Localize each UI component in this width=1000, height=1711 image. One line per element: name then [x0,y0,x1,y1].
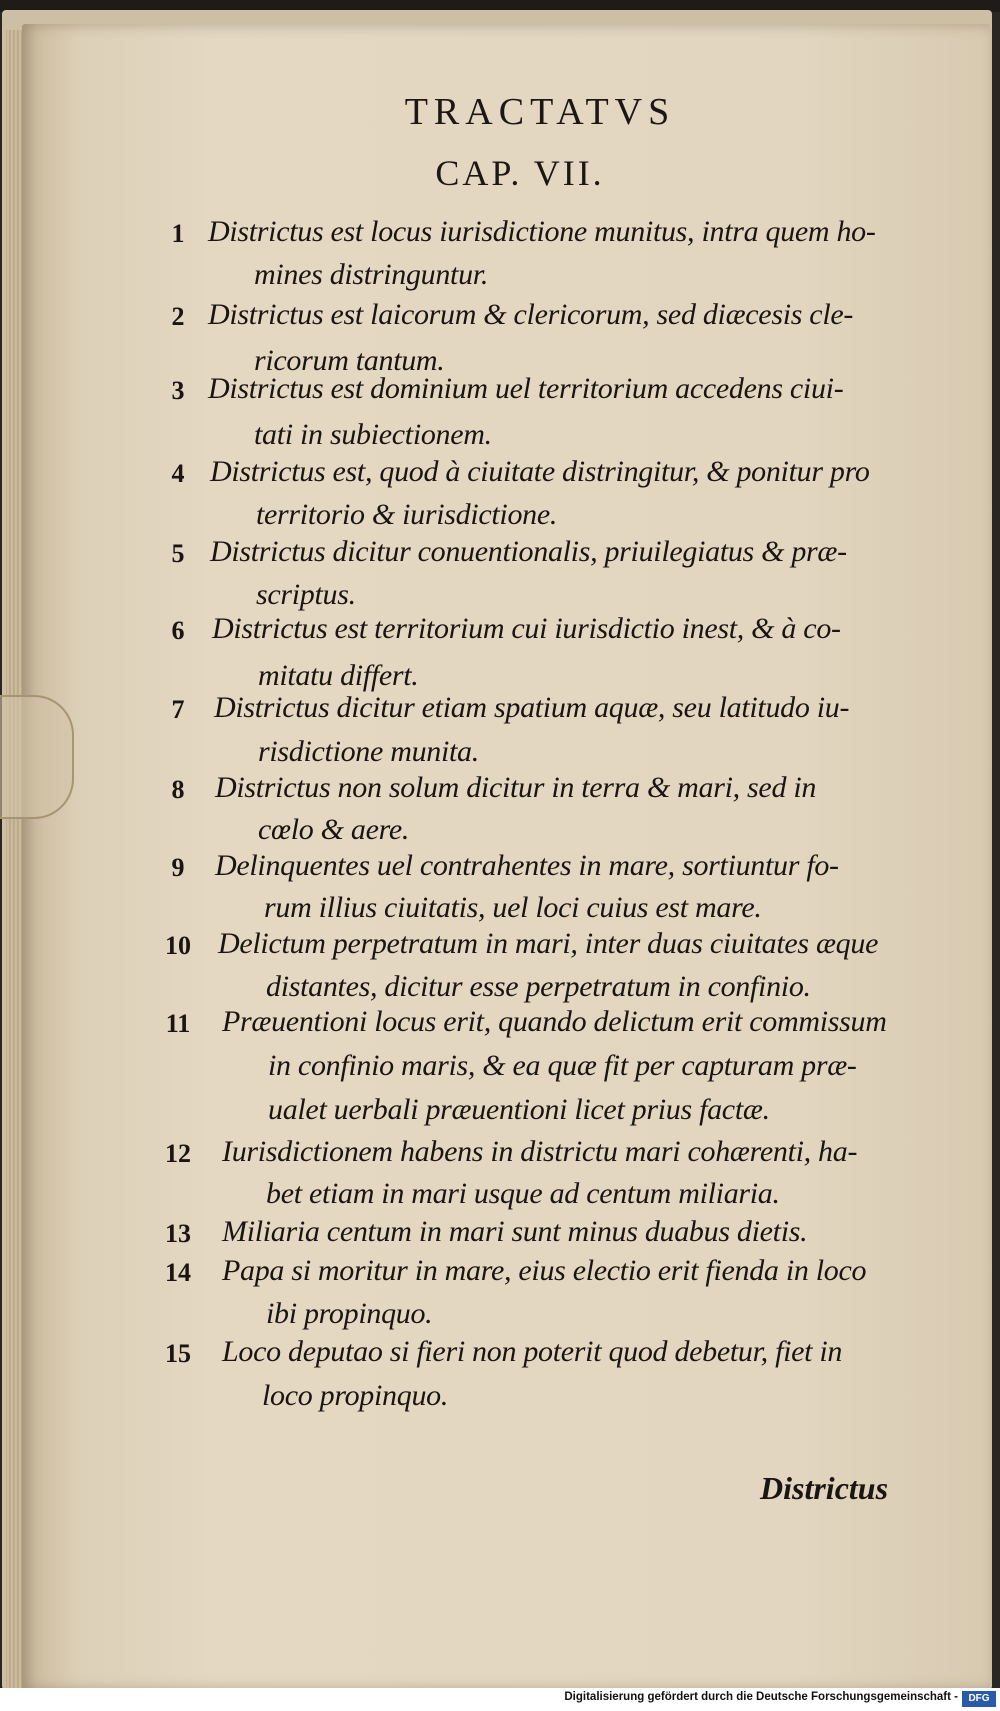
entry-number: 6 [171,616,185,645]
funding-notice: Digitalisierung gefördert durch die Deutsche Forschungsgemeinschaft - [564,1691,958,1703]
entry-text-line: Papa si moritur in mare, eius electio erit fienda in loco [222,1254,867,1287]
entry-text-line: tati in subiectionem. [254,418,492,451]
entry-number: 13 [165,1219,191,1248]
entry-number: 4 [171,459,185,488]
chapter-heading: CAP. VII. [435,153,605,193]
catchword: Districtus [760,1470,889,1506]
entry-text-line: distantes, dicitur esse perpetratum in confinio. [266,970,811,1003]
entry-text-line: Delinquentes uel contrahentes in mare, sortiuntur fo- [215,849,839,882]
entry-number: 2 [171,302,185,331]
entry-text-line: Delictum perpetratum in mari, inter duas ciuitates æque [218,927,879,960]
entry-text-line: Districtus est laicorum & clericorum, sed diæcesis cle- [208,298,854,331]
entry-text-line: loco propinquo. [262,1379,449,1412]
entry-text-line: Districtus dicitur conuentionalis, priuilegiatus & præ- [210,535,847,568]
entry-text-line: in confinio maris, & ea quæ fit per capturam præ- [268,1049,857,1082]
entry-text-line: Miliaria centum in mari sunt minus duabus dietis. [222,1215,808,1248]
entry-text-line: Loco deputao si fieri non poterit quod debetur, fiet in [222,1335,843,1368]
entry-text-line: cœlo & aere. [258,813,410,846]
entry-text-line: ibi propinquo. [266,1297,433,1330]
entry-text-line: ualet uerbali præuentioni licet prius factæ. [268,1093,770,1126]
entry-text-line: Districtus non solum dicitur in terra & mari, sed in [215,771,817,804]
entry-number: 3 [171,376,185,405]
entry-text-line: scriptus. [256,578,356,611]
entry-number: 10 [165,931,191,960]
entry-text-line: Iurisdictionem habens in districtu mari cohærenti, ha- [222,1135,858,1168]
entry-number: 9 [171,853,185,882]
bookmark-tab [0,695,74,819]
entry-text-line: mitatu differt. [258,659,419,692]
entry-text-line: mines distringuntur. [254,258,489,291]
entry-number: 1 [171,219,185,248]
entry-number: 5 [171,539,185,568]
entry-text-line: Districtus est, quod à ciuitate distringitur, & ponitur pro [210,455,870,488]
entry-text-line: bet etiam in mari usque ad centum miliaria. [266,1177,780,1210]
entry-text-line: ricorum tantum. [254,344,445,377]
entry-text-line: Districtus est dominium uel territorium accedens ciui- [208,372,844,405]
dfg-logo: DFG [962,1691,996,1707]
entry-text-line: risdictione munita. [258,735,479,768]
entry-number: 7 [171,695,185,724]
page-edges [6,30,22,1690]
entry-number: 14 [165,1258,191,1287]
entry-text-line: rum illius ciuitatis, uel loci cuius est mare. [264,891,762,924]
entry-text-line: Districtus dicitur etiam spatium aquæ, seu latitudo iu- [214,691,850,724]
entry-text-line: Districtus est territorium cui iurisdictio inest, & à co- [212,612,841,645]
entry-text-line: Præuentioni locus erit, quando delictum erit commissum [222,1005,887,1038]
running-title: TRACTATVS [404,91,676,133]
entry-number: 8 [171,775,185,804]
entry-number: 12 [165,1139,191,1168]
entry-number: 15 [165,1339,191,1368]
entry-number: 11 [165,1009,191,1038]
entry-text-line: territorio & iurisdictione. [256,498,558,531]
footer-bar [0,1688,1000,1711]
entry-text-line: Districtus est locus iurisdictione munitus, intra quem ho- [208,215,876,248]
